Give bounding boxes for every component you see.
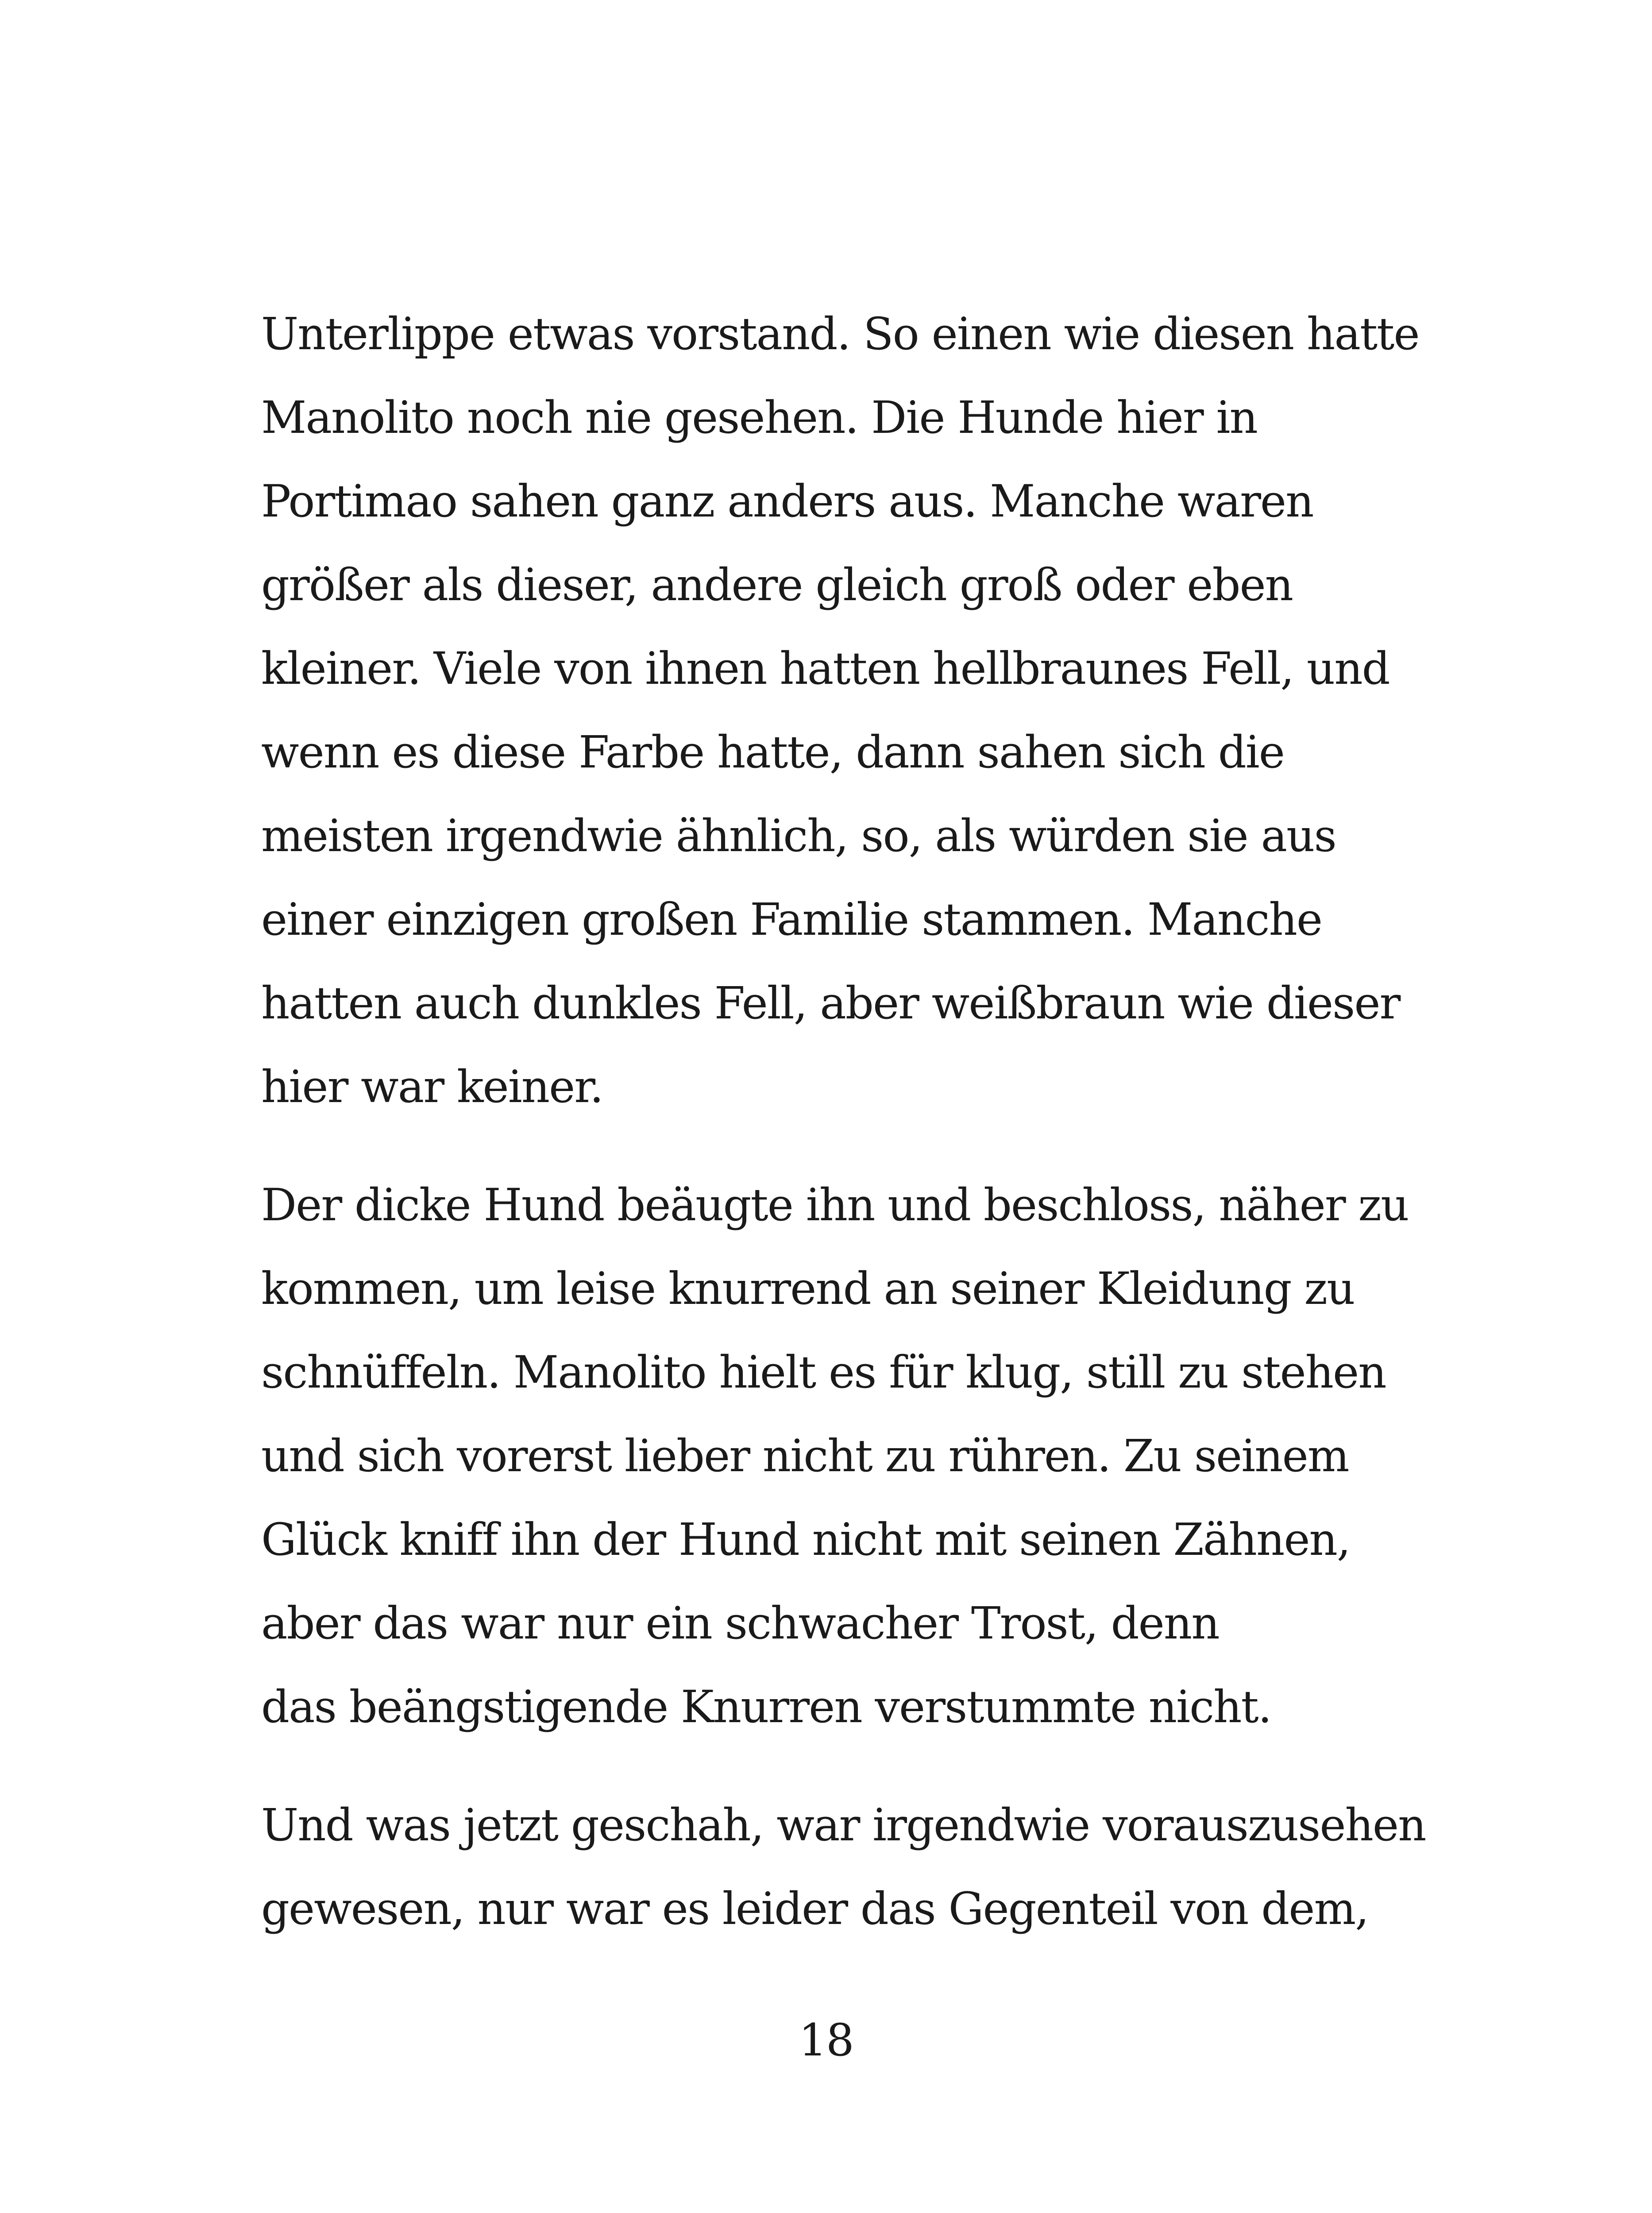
text-line: größer als dieser, andere gleich groß oder eben <box>261 559 1293 611</box>
text-line: Unterlippe etwas vorstand. So einen wie diesen hatte <box>261 308 1419 360</box>
text-line: und sich vorerst lieber nicht zu rühren. Zu seinem <box>261 1430 1349 1482</box>
paragraph-3 <box>261 1783 1545 1951</box>
text-line: meisten irgendwie ähnlich, so, als würden sie aus <box>261 810 1336 862</box>
text-line: das beängstigende Knurren verstummte nicht. <box>261 1681 1271 1733</box>
text-line: Und was jetzt geschah, war irgendwie vorauszusehen <box>261 1799 1426 1851</box>
text-line: Glück kniff ihn der Hund nicht mit seinen Zähnen, <box>261 1514 1350 1565</box>
text-line: wenn es diese Farbe hatte, dann sahen sich die <box>261 726 1284 778</box>
body-text <box>261 292 1545 1951</box>
text-line: hier war keiner. <box>261 1061 603 1113</box>
page-number: 18 <box>799 2014 853 2066</box>
text-line: aber das war nur ein schwacher Trost, denn <box>261 1597 1219 1649</box>
paragraph-1 <box>261 292 1545 1129</box>
text-line: Portimao sahen ganz anders aus. Manche waren <box>261 475 1313 527</box>
text-line: gewesen, nur war es leider das Gegenteil von dem, <box>261 1883 1369 1935</box>
text-line: hatten auch dunkles Fell, aber weißbraun wie dieser <box>261 977 1400 1029</box>
text-line: kommen, um leise knurrend an seiner Kleidung zu <box>261 1263 1355 1315</box>
text-line: kleiner. Viele von ihnen hatten hellbraunes Fell, und <box>261 643 1390 694</box>
text-line: schnüffeln. Manolito hielt es für klug, still zu stehen <box>261 1346 1386 1398</box>
text-line: einer einzigen großen Familie stammen. Manche <box>261 894 1322 945</box>
text-line: Der dicke Hund beäugte ihn und beschloss, näher zu <box>261 1179 1409 1231</box>
text-line: Manolito noch nie gesehen. Die Hunde hier in <box>261 392 1257 443</box>
paragraph-2 <box>261 1163 1545 1749</box>
